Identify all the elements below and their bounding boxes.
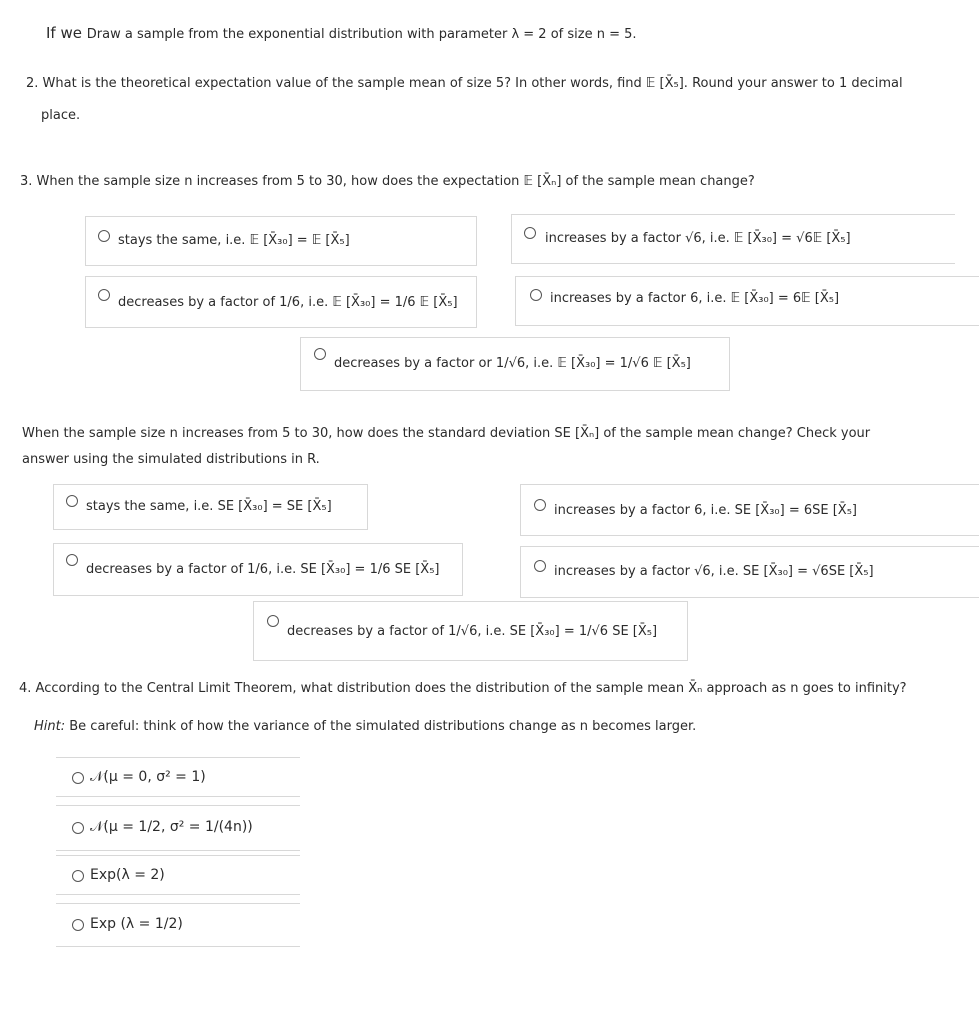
- hint-label: Hint:: [34, 719, 66, 734]
- option-label: increases by a factor √6, i.e. SE [X̄₃₀] = √6SE [X̄₅]: [554, 564, 874, 579]
- radio-button[interactable]: [314, 348, 326, 360]
- q4-hint: [34, 719, 696, 734]
- q3-option-increase-6[interactable]: [515, 276, 979, 326]
- option-label: decreases by a factor of 1/6, i.e. SE [X̄₃₀] = 1/6 SE [X̄₅]: [86, 562, 440, 577]
- option-label: decreases by a factor or 1/√6, i.e. 𝔼 [X̄₃₀] = 1/√6 𝔼 [X̄₅]: [334, 356, 691, 371]
- radio-button[interactable]: [524, 227, 536, 239]
- radio-button[interactable]: [66, 554, 78, 566]
- radio-button[interactable]: [98, 230, 110, 242]
- q2-question-continued: place.: [41, 108, 81, 123]
- intro-prefix: If we: [46, 24, 82, 42]
- q3b-option-stays-same[interactable]: [53, 484, 368, 530]
- option-label: increases by a factor 6, i.e. SE [X̄₃₀] = 6SE [X̄₅]: [554, 503, 857, 518]
- option-label: Exp (λ = 1/2): [90, 916, 183, 932]
- q2-question: 2. What is the theoretical expectation value of the sample mean of size 5? In other words, find 𝔼 [X̄₅]. Round your answer to 1 decimal: [26, 76, 903, 91]
- option-label: increases by a factor 6, i.e. 𝔼 [X̄₃₀] = 6𝔼 [X̄₅]: [550, 291, 840, 306]
- radio-button[interactable]: [72, 919, 84, 931]
- intro-line: [46, 24, 637, 42]
- q3-option-decrease-sqrt6[interactable]: [300, 337, 730, 391]
- option-label: Exp(λ = 2): [90, 867, 165, 883]
- radio-button[interactable]: [530, 289, 542, 301]
- option-label: decreases by a factor of 1/6, i.e. 𝔼 [X̄₃₀] = 1/6 𝔼 [X̄₅]: [118, 295, 458, 310]
- option-label: stays the same, i.e. 𝔼 [X̄₃₀] = 𝔼 [X̄₅]: [118, 233, 350, 248]
- q3-option-decrease-sixth[interactable]: [85, 276, 477, 328]
- radio-button[interactable]: [534, 499, 546, 511]
- q3b-option-increase-6[interactable]: [520, 484, 979, 536]
- q3-option-increase-sqrt6[interactable]: [511, 214, 955, 264]
- option-label: increases by a factor √6, i.e. 𝔼 [X̄₃₀] = √6𝔼 [X̄₅]: [545, 231, 851, 246]
- q4-option-exp-2[interactable]: [56, 855, 300, 895]
- option-label: decreases by a factor of 1/√6, i.e. SE [X̄₃₀] = 1/√6 SE [X̄₅]: [287, 624, 658, 639]
- option-label: 𝒩(μ = 1/2, σ² = 1/(4n)): [90, 819, 253, 835]
- option-label: stays the same, i.e. SE [X̄₃₀] = SE [X̄₅]: [86, 499, 332, 514]
- q4-question: 4. According to the Central Limit Theorem, what distribution does the distribution of the sample mean X̄ₙ approach as n goes to infinity?: [19, 681, 907, 696]
- q3b-option-increase-sqrt6[interactable]: [520, 546, 979, 598]
- radio-button[interactable]: [98, 289, 110, 301]
- radio-button[interactable]: [72, 822, 84, 834]
- radio-button[interactable]: [534, 560, 546, 572]
- q4-option-normal-0-1[interactable]: [56, 757, 300, 797]
- q3b-question: When the sample size n increases from 5 to 30, how does the standard deviation SE [X̄ₙ] of the sample mean change? Check your: [22, 426, 871, 441]
- q3-option-stays-same[interactable]: [85, 216, 477, 266]
- q4-option-normal-half[interactable]: [56, 805, 300, 851]
- radio-button[interactable]: [267, 615, 279, 627]
- q3b-option-decrease-sixth[interactable]: [53, 543, 463, 596]
- q3b-question-continued: answer using the simulated distributions in R.: [22, 452, 320, 467]
- hint-text: Be careful: think of how the variance of the simulated distributions change as n becomes larger.: [69, 719, 697, 734]
- radio-button[interactable]: [66, 495, 78, 507]
- radio-button[interactable]: [72, 870, 84, 882]
- intro-text: Draw a sample from the exponential distribution with parameter λ = 2 of size n = 5.: [86, 27, 637, 42]
- q3-question: 3. When the sample size n increases from 5 to 30, how does the expectation 𝔼 [X̄ₙ] of the sample mean change?: [20, 174, 755, 189]
- q3b-option-decrease-sqrt6[interactable]: [253, 601, 688, 661]
- option-label: 𝒩(μ = 0, σ² = 1): [90, 769, 206, 785]
- radio-button[interactable]: [72, 772, 84, 784]
- q4-option-exp-half[interactable]: [56, 903, 300, 947]
